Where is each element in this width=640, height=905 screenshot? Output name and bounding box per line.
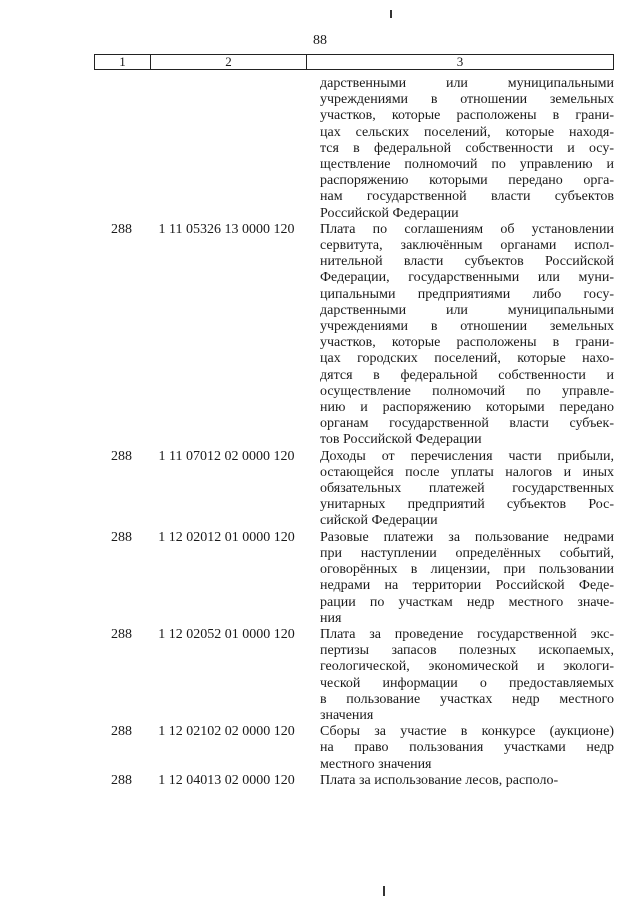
description-line: остающейся после уплаты налогов и иных — [320, 464, 614, 480]
description-line: рации по участкам недр местного значе- — [320, 594, 614, 610]
description-line: тся в федеральной собственности и осу- — [320, 140, 614, 156]
description-line: цах сельских поселений, которые находя- — [320, 124, 614, 140]
admin-code: 288 — [111, 448, 132, 464]
description-line: нам государственной власти субъектов — [320, 189, 614, 205]
income-description — [304, 724, 614, 773]
description-line: учреждениями в отношении земельных — [320, 92, 614, 108]
description-line: органам государственной власти субъек- — [320, 416, 614, 432]
description-line: обязательных платежей государственных — [320, 481, 614, 497]
budget-classification-code: 1 11 05326 13 0000 120 — [158, 221, 295, 237]
description-line: Плата за проведение государственной экс- — [320, 626, 614, 642]
description-line: унитарных предприятий субъектов Рос- — [320, 497, 614, 513]
budget-classification-code: 1 12 02012 01 0000 120 — [158, 529, 295, 545]
description-line: геологической, экономической и экологи- — [320, 659, 614, 675]
income-description — [304, 530, 614, 627]
description-line: оговорённых в лицензии, при пользовании — [320, 562, 614, 578]
description-line: Плата за использование лесов, располо- — [320, 772, 559, 788]
table-row — [94, 773, 614, 789]
scan-mark-top — [390, 10, 392, 18]
description-line: значения — [320, 707, 374, 723]
description-line: Российской Федерации — [320, 205, 459, 221]
table-row — [94, 449, 614, 530]
table-row — [94, 724, 614, 773]
description-line: Федерации, государственными или муни- — [320, 270, 614, 286]
description-line: сийской Федерации — [320, 513, 438, 529]
admin-code: 288 — [111, 221, 132, 237]
budget-classification-code: 1 11 07012 02 0000 120 — [158, 448, 295, 464]
income-description — [304, 449, 614, 530]
admin-code: 288 — [111, 724, 132, 740]
scan-mark-bottom — [383, 886, 385, 896]
description-line: учреждениями в отношении земельных — [320, 319, 614, 335]
budget-classification-code: 1 12 04013 02 0000 120 — [158, 772, 295, 788]
description-line: осуществление полномочий по управле- — [320, 383, 614, 399]
description-line: ципальными предприятиями либо госу- — [320, 286, 614, 302]
description-line: Доходы от перечисления части прибыли, — [320, 448, 614, 464]
budget-classification-code: 1 12 02052 01 0000 120 — [158, 626, 295, 642]
income-description — [304, 773, 614, 789]
description-line: участков, которые расположены в грани- — [320, 335, 614, 351]
description-line: в пользование участках недр местного — [320, 691, 614, 707]
admin-code: 288 — [111, 626, 132, 642]
description-line: дарственными или муниципальными — [320, 76, 614, 91]
description-line: тов Российской Федерации — [320, 432, 482, 448]
description-line: Плата по соглашениям об установлении — [320, 221, 614, 237]
description-line: распоряжению которыми передано орга- — [320, 173, 614, 189]
description-line: пертизы запасов полезных ископаемых, — [320, 643, 614, 659]
table-row — [94, 627, 614, 724]
table-body — [94, 76, 614, 789]
admin-code: 288 — [111, 529, 132, 545]
header-col-3: 3 — [456, 54, 464, 69]
description-line: дарственными или муниципальными — [320, 302, 614, 318]
description-line: ществление полномочий по управлению и — [320, 157, 614, 173]
budget-classification-code: 1 12 02102 02 0000 120 — [158, 724, 295, 740]
table-row — [94, 76, 614, 222]
description-line: недрами на территории Российской Феде- — [320, 578, 614, 594]
description-line: при наступлении определённых событий, — [320, 545, 614, 561]
table-row — [94, 530, 614, 627]
description-line: местного значения — [320, 756, 432, 772]
header-col-1: 1 — [95, 55, 151, 69]
description-line: Сборы за участие в конкурсе (аукционе) — [320, 724, 614, 740]
table-header — [94, 54, 614, 70]
description-line: цах городских поселений, которые нахо- — [320, 351, 614, 367]
page-number: 88 — [313, 33, 327, 48]
description-line: сервитута, заключённым органами испол- — [320, 238, 614, 254]
description-line: участков, которые расположены в грани- — [320, 108, 614, 124]
description-line: нительной власти субъектов Российской — [320, 254, 614, 270]
description-line: Разовые платежи за пользование недрами — [320, 529, 614, 545]
description-line: нию и распоряжению которыми передано — [320, 400, 614, 416]
header-col-2: 2 — [151, 55, 307, 69]
description-line: дятся в федеральной собственности и — [320, 367, 614, 383]
income-description — [304, 222, 614, 449]
description-line: ния — [320, 610, 342, 626]
admin-code: 288 — [111, 772, 132, 788]
description-line: на право пользования участками недр — [320, 740, 614, 756]
description-line: ческой информации о предоставляемых — [320, 675, 614, 691]
income-description — [304, 76, 614, 222]
income-description — [304, 627, 614, 724]
table-row — [94, 222, 614, 449]
